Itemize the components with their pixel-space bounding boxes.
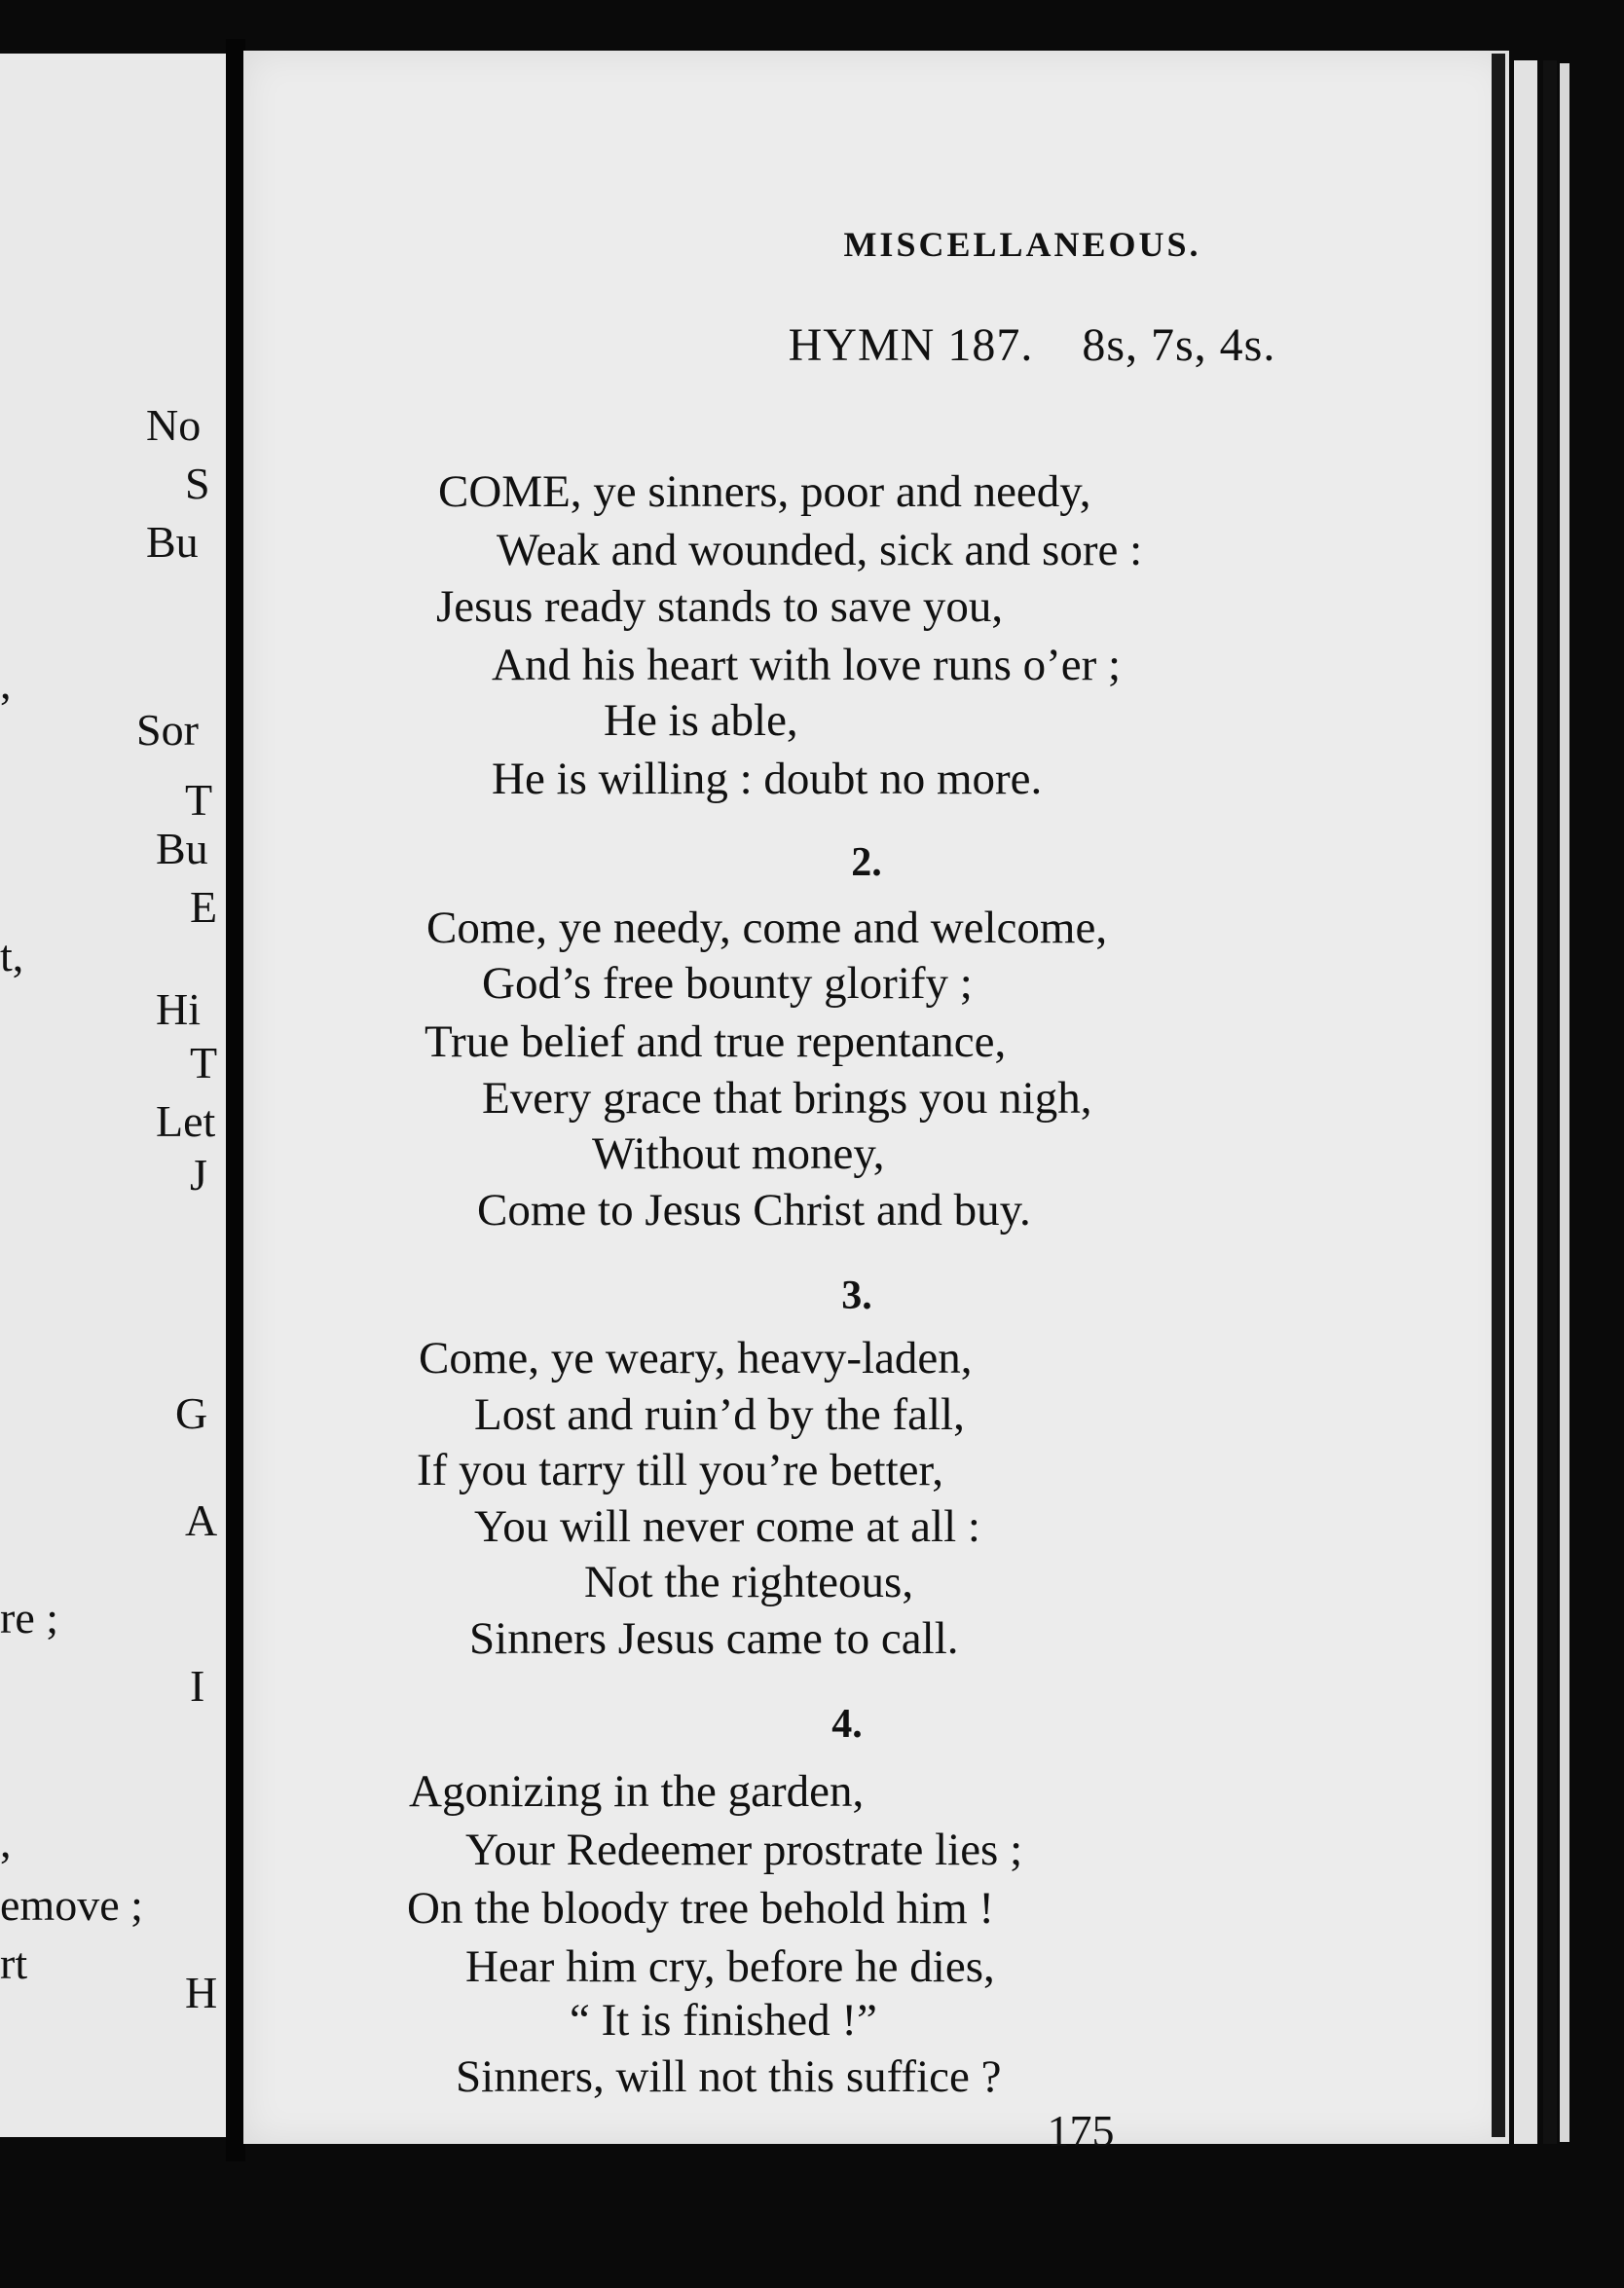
left-fragment: No — [146, 400, 202, 450]
verse-1-line-1: COME, ye sinners, poor and needy, — [438, 466, 1091, 517]
left-fragment: Bu — [146, 517, 199, 567]
left-fragment: G — [175, 1388, 208, 1438]
left-fragment: E — [190, 882, 218, 932]
hymn-meter: 8s, 7s, 4s. — [1082, 319, 1276, 371]
left-fragment: Hi — [156, 984, 201, 1034]
left-fragment: rt — [0, 1938, 28, 1988]
verse-4-line-6: Sinners, will not this suffice ? — [456, 2051, 1002, 2102]
book-gutter — [226, 39, 245, 2161]
hymn-title: HYMN 187. — [788, 319, 1034, 371]
verse-2-line-3: True belief and true repentance, — [424, 1016, 1007, 1067]
verse-3-line-6: Sinners Jesus came to call. — [469, 1613, 959, 1664]
verse-2-line-6: Come to Jesus Christ and buy. — [477, 1185, 1031, 1236]
verse-1-line-3: Jesus ready stands to save you, — [436, 581, 1004, 632]
verse-2-line-1: Come, ye needy, come and welcome, — [426, 903, 1108, 953]
left-fragment: I — [190, 1661, 205, 1711]
left-fragment: Let — [156, 1096, 216, 1146]
page-number: 175 — [1047, 2106, 1115, 2156]
left-fragment: Sor — [136, 705, 199, 755]
verse-3-line-1: Come, ye weary, heavy-laden, — [419, 1333, 973, 1384]
left-fragment: J — [190, 1150, 207, 1199]
verse-number: 2. — [851, 840, 882, 885]
verse-2-line-4: Every grace that brings you nigh, — [482, 1073, 1092, 1124]
left-fragment: T — [190, 1038, 218, 1088]
left-fragment: emove ; — [0, 1880, 143, 1930]
left-fragment: re ; — [0, 1593, 59, 1642]
verse-2-line-2: God’s free bounty glorify ; — [482, 958, 973, 1009]
left-fragment: , — [0, 1817, 12, 1866]
page-content — [243, 51, 1509, 2156]
verse-3-line-2: Lost and ruin’d by the fall, — [474, 1389, 965, 1440]
verse-4-line-5: “ It is finished !” — [570, 1995, 877, 2046]
left-fragment: H — [185, 1968, 218, 2017]
verse-number: 3. — [841, 1273, 872, 1318]
page-edge — [1543, 60, 1557, 2144]
verse-1-line-4: And his heart with love runs o’er ; — [492, 640, 1122, 690]
verse-3-line-3: If you tarry till you’re better, — [417, 1445, 944, 1495]
verse-4-line-2: Your Redeemer prostrate lies ; — [465, 1825, 1023, 1875]
verse-4-line-4: Hear him cry, before he dies, — [465, 1941, 995, 1992]
verse-3-line-5: Not the righteous, — [584, 1557, 914, 1607]
hymn-page — [243, 51, 1509, 2156]
left-fragment: t, — [0, 931, 24, 980]
left-fragment: S — [185, 459, 210, 508]
left-fragment: T — [185, 775, 213, 825]
left-fragment: , — [0, 658, 12, 708]
left-fragment: Bu — [156, 824, 208, 873]
verse-4-line-3: On the bloody tree behold him ! — [407, 1883, 995, 1934]
page-edge — [1514, 60, 1537, 2144]
left-fragment: A — [185, 1495, 218, 1545]
verse-1-line-5: He is able, — [604, 695, 798, 746]
verse-3-line-4: You will never come at all : — [474, 1501, 980, 1552]
left-facing-page — [0, 54, 226, 2137]
verse-1-line-2: Weak and wounded, sick and sore : — [497, 525, 1143, 575]
hymn-heading — [594, 318, 1470, 372]
page-edge — [1560, 63, 1569, 2142]
verse-1-line-6: He is willing : doubt no more. — [492, 754, 1043, 804]
page-edge — [1492, 54, 1505, 2137]
verse-4-line-1: Agonizing in the garden, — [409, 1766, 865, 1817]
running-header: MISCELLANEOUS. — [843, 225, 1201, 264]
verse-2-line-5: Without money, — [592, 1128, 885, 1179]
verse-number: 4. — [831, 1702, 863, 1747]
